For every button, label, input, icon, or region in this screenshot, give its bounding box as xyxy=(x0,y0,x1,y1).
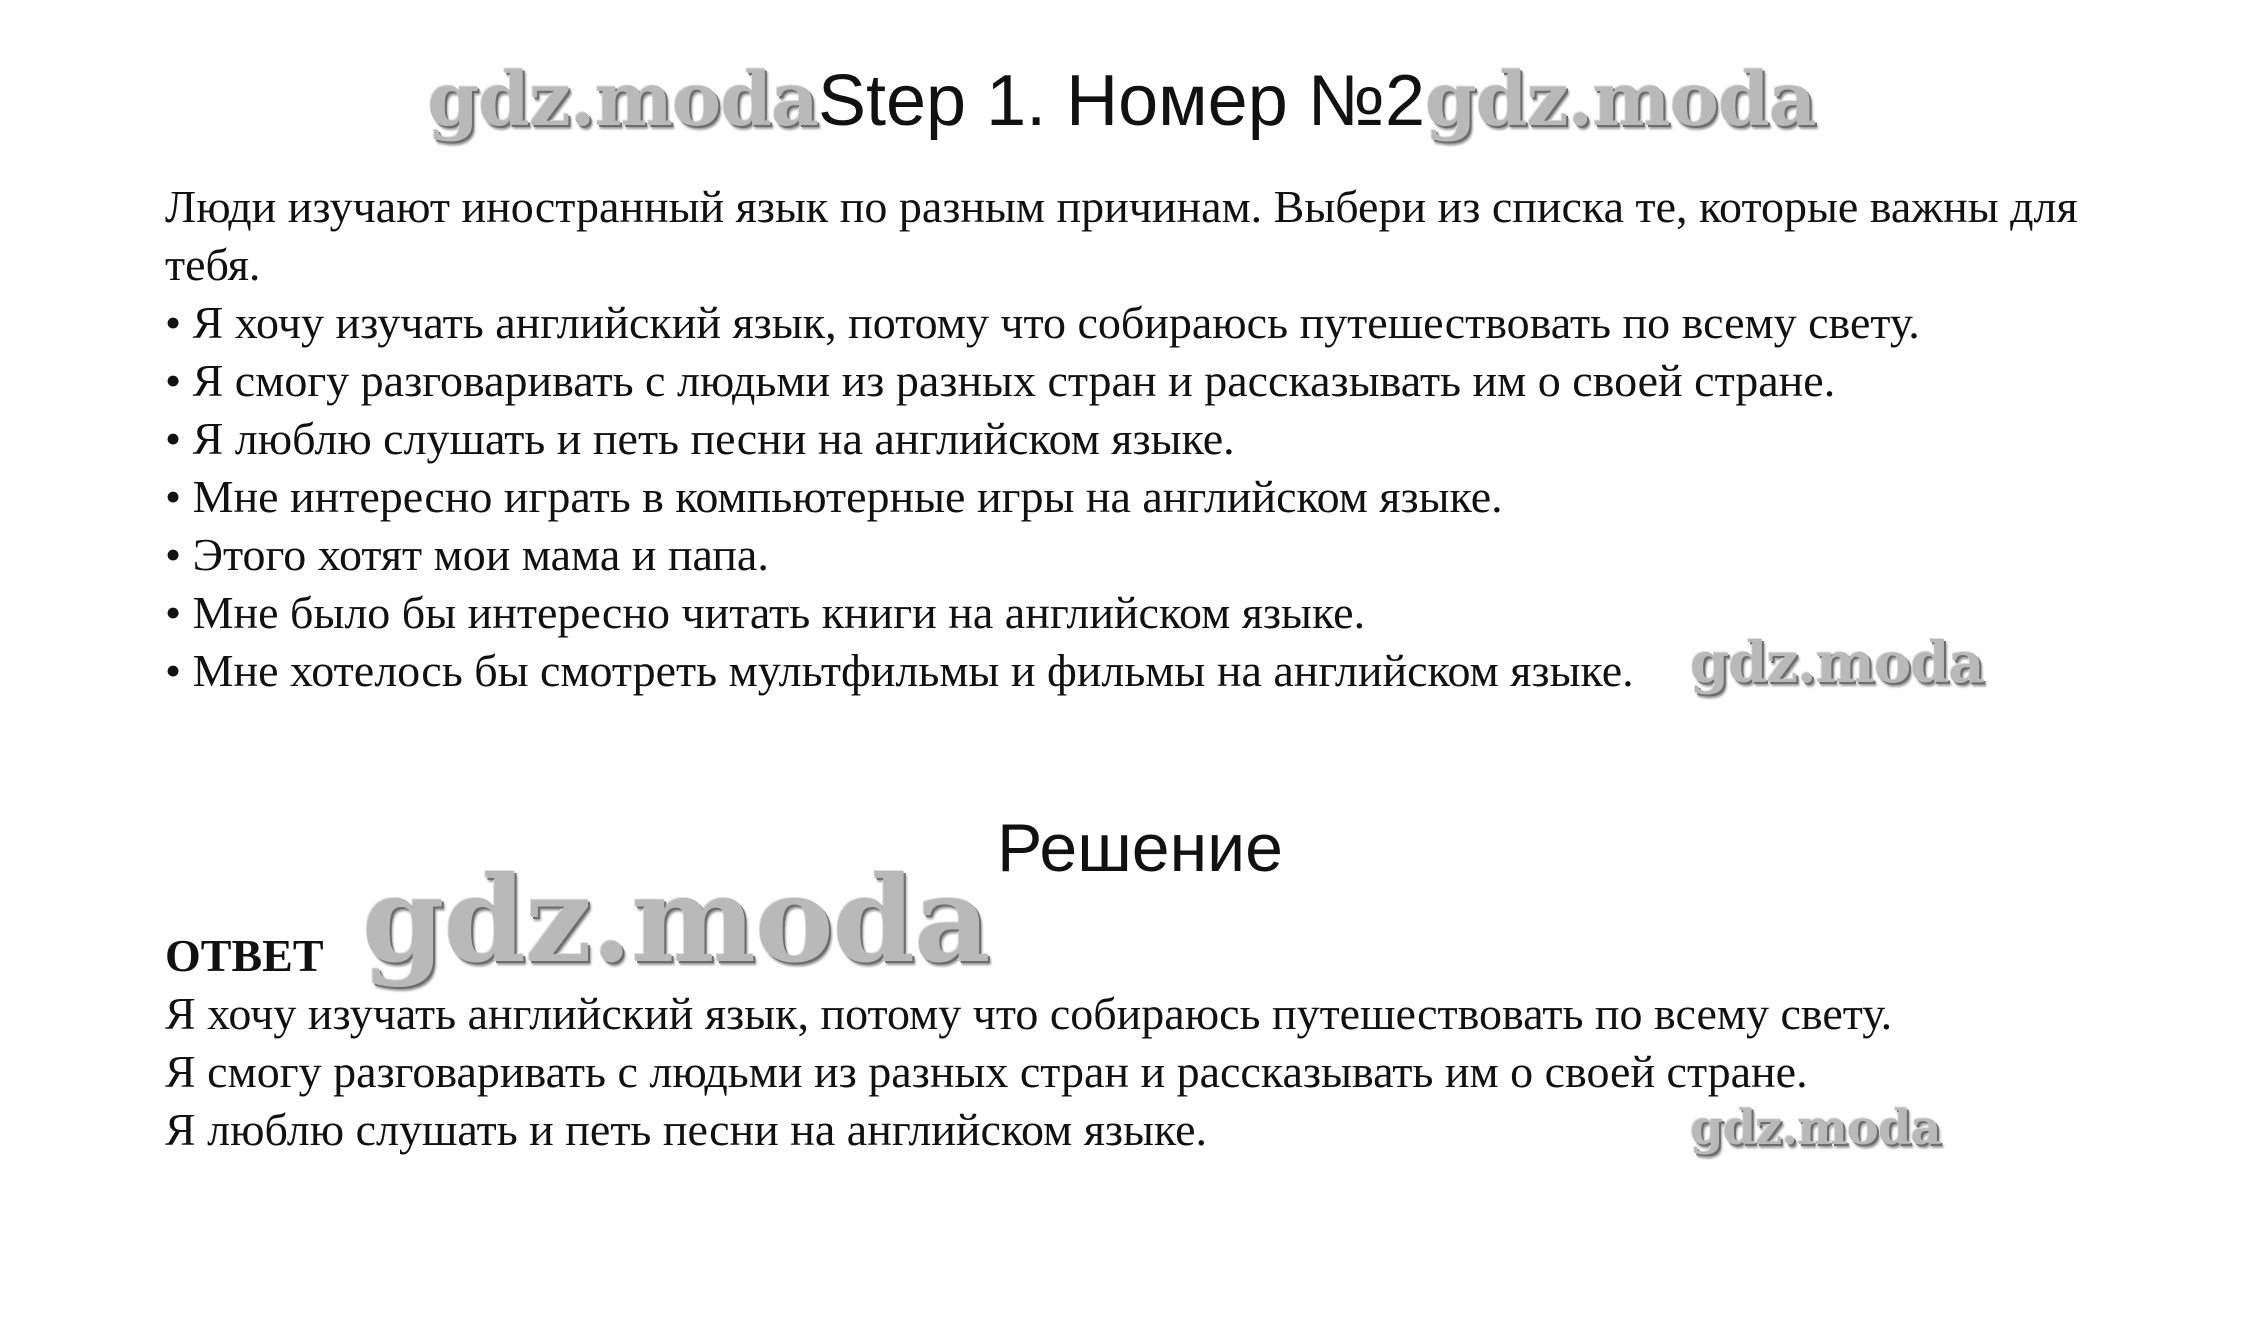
page-title: Step 1. Номер №2 xyxy=(817,61,1426,141)
answer-line: Я люблю слушать и петь песни на английском языке. xyxy=(165,1104,1208,1155)
title-row xyxy=(0,55,2243,146)
watermark-logo-bottom: gdz.moda xyxy=(1690,1100,1941,1156)
option-item: • Мне интересно играть в компьютерные игры на английском языке. xyxy=(165,471,1503,522)
answer-line: Я смогу разговаривать с людьми из разных стран и рассказывать им о своей стране. xyxy=(165,1046,1808,1097)
watermark-logo-left: gdz.moda xyxy=(427,57,818,143)
option-item: • Мне хотелось бы смотреть мультфильмы и фильмы на английском языке. xyxy=(165,645,1634,696)
watermark-logo-right: gdz.moda xyxy=(1425,57,1816,143)
option-item: • Мне было бы интересно читать книги на английском языке. xyxy=(165,587,1366,638)
answer-line: Я хочу изучать английский язык, потому что собираюсь путешествовать по всему свету. xyxy=(165,988,1893,1039)
option-item: • Я хочу изучать английский язык, потому что собираюсь путешествовать по всему свету. xyxy=(165,297,1920,348)
option-item: • Я люблю слушать и петь песни на английском языке. xyxy=(165,413,1235,464)
solution-heading: Решение xyxy=(997,810,1283,886)
question-intro: Люди изучают иностранный язык по разным причинам. Выбери из списка те, которые важны для тебя. xyxy=(165,181,2078,290)
watermark-logo-mid: gdz.moda xyxy=(1690,630,1984,696)
option-item: • Я смогу разговаривать с людьми из разных стран и рассказывать им о своей стране. xyxy=(165,355,1836,406)
question-block xyxy=(165,178,2125,700)
answer-label: ОТВЕТ xyxy=(165,930,324,981)
option-item: • Этого хотят мои мама и папа. xyxy=(165,529,769,580)
watermark-logo-solution: gdz.moda xyxy=(362,850,990,989)
